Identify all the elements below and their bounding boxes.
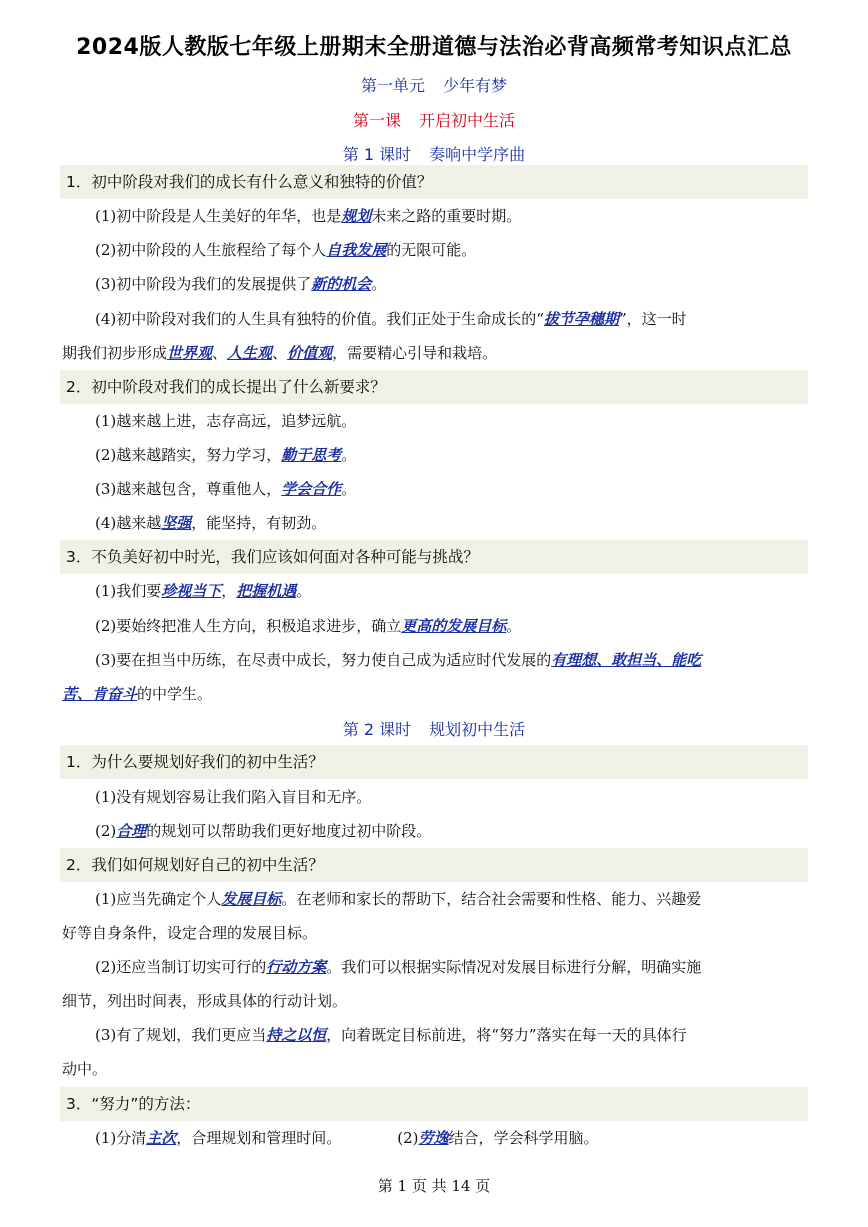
period-name: 规划初中生活 [429, 720, 526, 739]
question-heading: 1．初中阶段对我们的成长有什么意义和独特的价值？ [60, 165, 808, 199]
answer-line: (2)合理的规划可以帮助我们更好地度过初中阶段。 [95, 822, 432, 840]
document-title: 2024版人教版七年级上册期末全册道德与法治必背高频常考知识点汇总 [76, 35, 792, 60]
keyword: 坚强 [161, 514, 192, 532]
answer-line: 好等自身条件，设定合理的发展目标。 [62, 924, 318, 942]
question-heading: 2．初中阶段对我们的成长提出了什么新要求？ [60, 370, 808, 404]
answer-line: (3)有了规划，我们更应当持之以恒，向着既定目标前进，将“努力”落实在每一天的具体行 [95, 1026, 687, 1044]
keyword: 劳逸 [418, 1129, 449, 1147]
keyword: 持之以恒 [266, 1026, 327, 1044]
keyword: 勤于思考 [281, 446, 342, 464]
page-number: 1 [397, 1177, 408, 1195]
page-footer: 第 1 页 共 14 页 [377, 1177, 491, 1195]
lesson-name: 开启初中生活 [419, 111, 516, 130]
answer-line: (3)越来越包含，尊重他人，学会合作。 [95, 480, 357, 498]
keyword: 有理想、敢担当、能吃 [551, 651, 702, 669]
keyword: 合理 [116, 822, 147, 840]
answer-line: (4)初中阶段对我们的人生具有独特的价值。我们正处于生命成长的“拔节孕穗期”，这一时 [95, 310, 687, 328]
answer-line: 动中。 [62, 1060, 108, 1078]
lesson-number: 第一课 [352, 111, 401, 130]
answer-line: (1)初中阶段是人生美好的年华，也是规划未来之路的重要时期。 [95, 207, 522, 225]
period-number: 第 1 课时 [342, 145, 412, 164]
answer-line: (1)越来越上进，志存高远，追梦远航。 [95, 412, 357, 430]
keyword: 更高的发展目标 [401, 617, 507, 635]
answer-line: (2)初中阶段的人生旅程给了每个人自我发展的无限可能。 [95, 241, 477, 259]
keyword: 主次 [146, 1129, 177, 1147]
answer-line: (1)我们要珍视当下，把握机遇。 [95, 582, 312, 600]
answer-line: 苦、肯奋斗的中学生。 [62, 685, 213, 703]
unit-name: 少年有梦 [443, 76, 508, 95]
page-total: 14 [451, 1177, 471, 1195]
answer-line: 细节，列出时间表，形成具体的行动计划。 [62, 992, 348, 1010]
question-heading: 2．我们如何规划好自己的初中生活？ [60, 848, 808, 882]
answer-line: (1)应当先确定个人发展目标。在老师和家长的帮助下，结合社会需要和性格、能力、兴趣爱 [95, 890, 702, 908]
answer-line: (1)没有规划容易让我们陷入盲目和无序。 [95, 788, 372, 806]
question-heading: 1．为什么要规划好我们的初中生活？ [60, 745, 808, 779]
period-heading [0, 142, 868, 165]
keyword: 把握机遇 [236, 582, 297, 600]
question-heading: 3．不负美好初中时光，我们应该如何面对各种可能与挑战？ [60, 540, 808, 574]
question-heading: 3．“努力”的方法： [60, 1087, 808, 1121]
answer-line: (3)要在担当中历练，在尽责中成长，努力使自己成为适应时代发展的有理想、敢担当、能吃 [95, 651, 702, 669]
unit-heading [0, 73, 868, 96]
answer-line: (3)初中阶段为我们的发展提供了新的机会。 [95, 275, 387, 293]
keyword: 人生观 [227, 344, 273, 362]
keyword: 行动方案 [266, 958, 327, 976]
keyword: 新的机会 [311, 275, 372, 293]
answer-line: 期我们初步形成世界观、人生观、价值观，需要精心引导和栽培。 [62, 344, 498, 362]
keyword: 价值观 [287, 344, 333, 362]
keyword: 苦、肯奋斗 [62, 685, 138, 703]
keyword: 世界观 [167, 344, 213, 362]
lesson-heading [0, 108, 868, 131]
keyword: 自我发展 [326, 241, 387, 259]
keyword: 珍视当下 [161, 582, 222, 600]
answer-line: (2)要始终把准人生方向，积极追求进步，确立更高的发展目标。 [95, 617, 522, 635]
answer-line: (1)分清主次，合理规划和管理时间。 (2)劳逸结合，学会科学用脑。 [95, 1129, 599, 1147]
period-heading [0, 717, 868, 740]
period-name: 奏响中学序曲 [429, 145, 526, 164]
unit-number: 第一单元 [360, 76, 425, 95]
keyword: 拔节孕穗期 [543, 310, 619, 328]
keyword: 学会合作 [281, 480, 342, 498]
answer-line: (2)还应当制订切实可行的行动方案。我们可以根据实际情况对发展目标进行分解，明确实施 [95, 958, 702, 976]
keyword: 规划 [341, 207, 372, 225]
keyword: 发展目标 [221, 890, 282, 908]
answer-line: (2)越来越踏实，努力学习，勤于思考。 [95, 446, 357, 464]
answer-line: (4)越来越坚强，能坚持，有韧劲。 [95, 514, 327, 532]
period-number: 第 2 课时 [342, 720, 412, 739]
